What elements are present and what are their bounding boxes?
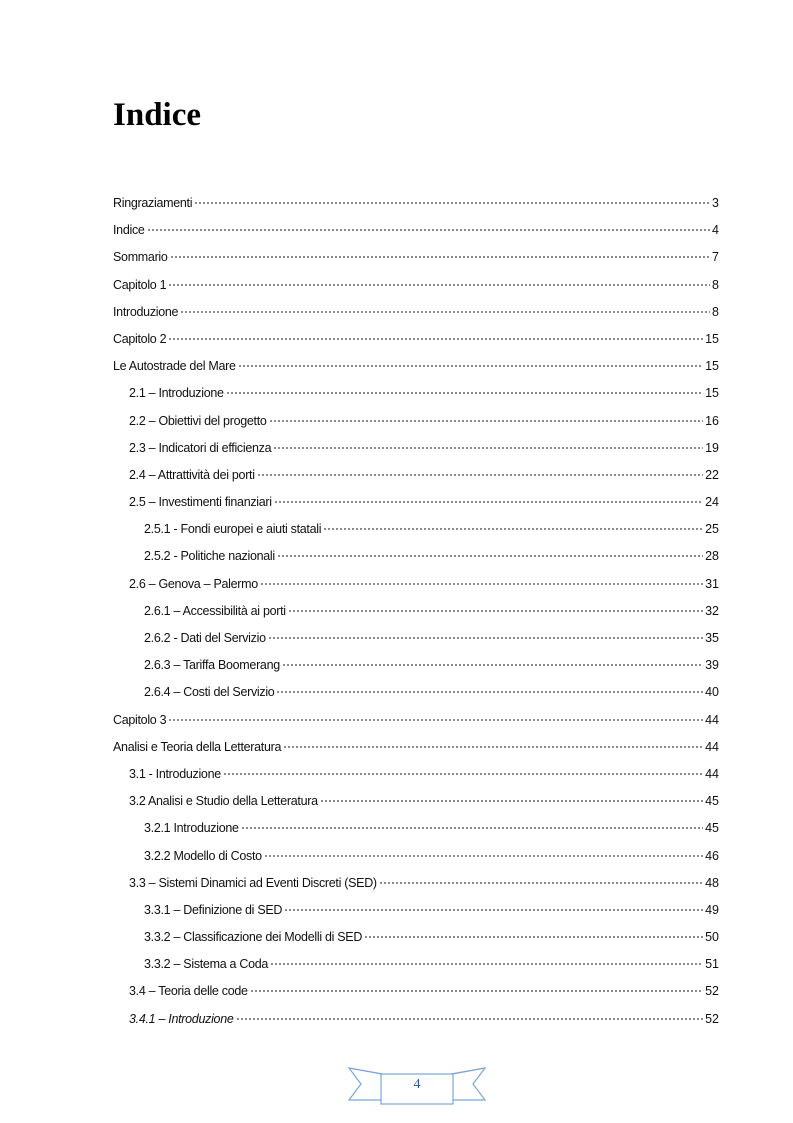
toc-entry-page: 45: [705, 821, 719, 836]
toc-entry-title: 2.5.2 - Politiche nazionali: [144, 549, 275, 564]
toc-entry-page: 19: [705, 440, 719, 455]
toc-entry-page: 24: [705, 495, 719, 510]
toc-entry-title: 3.4.1 – Introduzione: [129, 1011, 234, 1026]
toc-entry[interactable]: [113, 924, 719, 951]
toc-dot-leader: [273, 440, 703, 450]
toc-entry-title: 3.1 - Introduzione: [129, 766, 221, 781]
toc-entry-title: 2.1 – Introduzione: [129, 386, 224, 401]
toc-entry-page: 44: [705, 766, 719, 781]
toc-dot-leader: [168, 277, 710, 287]
toc-entry[interactable]: [113, 353, 719, 380]
toc-entry-page: 32: [705, 603, 719, 618]
toc-entry[interactable]: [113, 571, 719, 598]
toc-entry-title: 3.3.2 – Classificazione dei Modelli di SED: [144, 930, 363, 945]
toc-dot-leader: [223, 766, 703, 776]
toc-entry[interactable]: [113, 598, 719, 625]
toc-entry-page: 44: [705, 712, 719, 727]
toc-entry[interactable]: [113, 951, 719, 978]
toc-dot-leader: [238, 358, 703, 368]
toc-entry-title: 3.2.2 Modello di Costo: [144, 848, 262, 863]
toc-dot-leader: [264, 848, 703, 858]
toc-entry-page: 16: [705, 413, 719, 428]
toc-entry[interactable]: [113, 679, 719, 706]
toc-entry-title: Introduzione: [113, 304, 179, 319]
toc-entry-title: 2.5 – Investimenti finanziari: [129, 495, 272, 510]
toc-entry[interactable]: [113, 272, 719, 299]
toc-dot-leader: [168, 712, 703, 722]
toc-entry[interactable]: [113, 435, 719, 462]
toc-entry[interactable]: [113, 815, 719, 842]
toc-entry[interactable]: [113, 734, 719, 761]
toc-entry-page: 3: [712, 196, 719, 210]
toc-entry[interactable]: [113, 761, 719, 788]
toc-dot-leader: [277, 548, 703, 558]
toc-dot-leader: [147, 222, 710, 232]
toc-entry-page: 22: [705, 467, 719, 482]
toc-entry-title: Le Autostrade del Mare: [113, 359, 236, 374]
toc-entry[interactable]: [113, 217, 719, 244]
toc-entry[interactable]: [113, 326, 719, 353]
toc-entry-page: 28: [705, 549, 719, 564]
toc-dot-leader: [194, 195, 710, 205]
toc-entry-title: 3.4 – Teoria delle code: [129, 984, 248, 999]
toc-dot-leader: [257, 467, 703, 477]
toc-entry-page: 25: [705, 522, 719, 537]
toc-entry-title: 2.2 – Obiettivi del progetto: [129, 413, 267, 428]
toc-dot-leader: [260, 576, 703, 586]
toc-entry-page: 50: [705, 930, 719, 945]
toc-dot-leader: [364, 929, 703, 939]
toc-entry-title: 2.6.4 – Costi del Servizio: [144, 685, 275, 700]
toc-entry-page: 4: [712, 223, 719, 238]
toc-entry[interactable]: [113, 408, 719, 435]
toc-entry[interactable]: [113, 652, 719, 679]
toc-entry[interactable]: [113, 190, 719, 217]
toc-entry[interactable]: [113, 625, 719, 652]
toc-entry[interactable]: [113, 978, 719, 1005]
toc-entry-page: 7: [712, 250, 719, 265]
toc-entry-title: Ringraziamenti: [113, 196, 193, 210]
toc-entry-page: 45: [705, 794, 719, 809]
toc-dot-leader: [270, 956, 703, 966]
toc-entry-title: 3.3.2 – Sistema a Coda: [144, 957, 269, 972]
toc-entry-title: Capitolo 3: [113, 712, 167, 727]
toc-dot-leader: [250, 983, 703, 993]
page-number: 4: [413, 1077, 421, 1092]
toc-dot-leader: [284, 902, 703, 912]
toc-entry[interactable]: [113, 462, 719, 489]
toc-entry-page: 46: [705, 848, 719, 863]
toc-entry[interactable]: [113, 380, 719, 407]
toc-entry[interactable]: [113, 897, 719, 924]
toc-entry-page: 35: [705, 631, 719, 645]
toc-dot-leader: [379, 875, 703, 885]
page-footer-ribbon: [347, 1064, 487, 1106]
toc-entry[interactable]: [113, 543, 719, 570]
toc-dot-leader: [288, 603, 703, 613]
toc-entry-title: Capitolo 2: [113, 331, 167, 346]
toc-dot-leader: [168, 331, 703, 341]
toc-dot-leader: [269, 413, 704, 423]
toc-entry-page: 51: [705, 957, 719, 972]
toc-entry[interactable]: [113, 707, 719, 734]
page-title: Indice: [113, 97, 202, 133]
toc-entry[interactable]: [113, 489, 719, 516]
toc-entry[interactable]: [113, 1006, 719, 1033]
toc-entry-page: 44: [705, 739, 719, 754]
toc-entry-title: 2.6.3 – Tariffa Boomerang: [144, 658, 280, 673]
toc-entry[interactable]: [113, 870, 719, 897]
toc-dot-leader: [241, 820, 703, 830]
toc-dot-leader: [283, 739, 703, 749]
toc-dot-leader: [180, 304, 710, 314]
toc-dot-leader: [274, 494, 703, 504]
toc-entry-title: Indice: [113, 223, 145, 238]
toc-entry-title: 3.3 – Sistemi Dinamici ad Eventi Discreti (SED): [129, 875, 377, 890]
toc-entry-title: 2.6.1 – Accessibilità ai porti: [144, 603, 286, 618]
toc-dot-leader: [320, 793, 703, 803]
toc-dot-leader: [170, 249, 710, 259]
toc-entry-page: 8: [712, 277, 719, 292]
toc-entry-title: Sommario: [113, 250, 168, 265]
toc-entry-page: 52: [705, 984, 719, 999]
toc-entry-title: 3.2 Analisi e Studio della Letteratura: [129, 794, 318, 809]
toc-entry-title: 2.3 – Indicatori di efficienza: [129, 440, 272, 455]
table-of-contents: [113, 190, 719, 1033]
toc-entry-title: 2.6 – Genova – Palermo: [129, 576, 258, 591]
toc-entry-page: 48: [705, 875, 719, 890]
toc-entry-title: 3.3.1 – Definizione di SED: [144, 902, 283, 917]
toc-entry-title: 2.6.2 - Dati del Servizio: [144, 631, 266, 645]
toc-entry-title: 2.5.1 - Fondi europei e aiuti statali: [144, 522, 322, 537]
toc-entry-page: 15: [705, 359, 719, 374]
toc-dot-leader: [282, 657, 703, 667]
toc-entry[interactable]: [113, 843, 719, 870]
toc-dot-leader: [236, 1011, 704, 1021]
toc-entry-page: 15: [705, 386, 719, 401]
toc-dot-leader: [268, 630, 703, 640]
toc-entry-title: Capitolo 1: [113, 277, 167, 292]
toc-entry-page: 8: [712, 304, 719, 319]
toc-entry[interactable]: [113, 516, 719, 543]
toc-entry-page: 31: [705, 576, 719, 591]
toc-dot-leader: [276, 684, 703, 694]
toc-entry-page: 15: [705, 331, 719, 346]
toc-dot-leader: [323, 521, 703, 531]
toc-entry[interactable]: [113, 244, 719, 271]
toc-entry-page: 49: [705, 902, 719, 917]
toc-entry-page: 52: [705, 1011, 719, 1026]
toc-entry-page: 40: [705, 685, 719, 700]
toc-entry-title: 3.2.1 Introduzione: [144, 821, 239, 836]
toc-entry[interactable]: [113, 299, 719, 326]
toc-entry-page: 39: [705, 658, 719, 673]
toc-entry-title: Analisi e Teoria della Letteratura: [113, 739, 282, 754]
toc-dot-leader: [226, 385, 703, 395]
toc-entry[interactable]: [113, 788, 719, 815]
toc-entry-title: 2.4 – Attrattività dei porti: [129, 467, 255, 482]
